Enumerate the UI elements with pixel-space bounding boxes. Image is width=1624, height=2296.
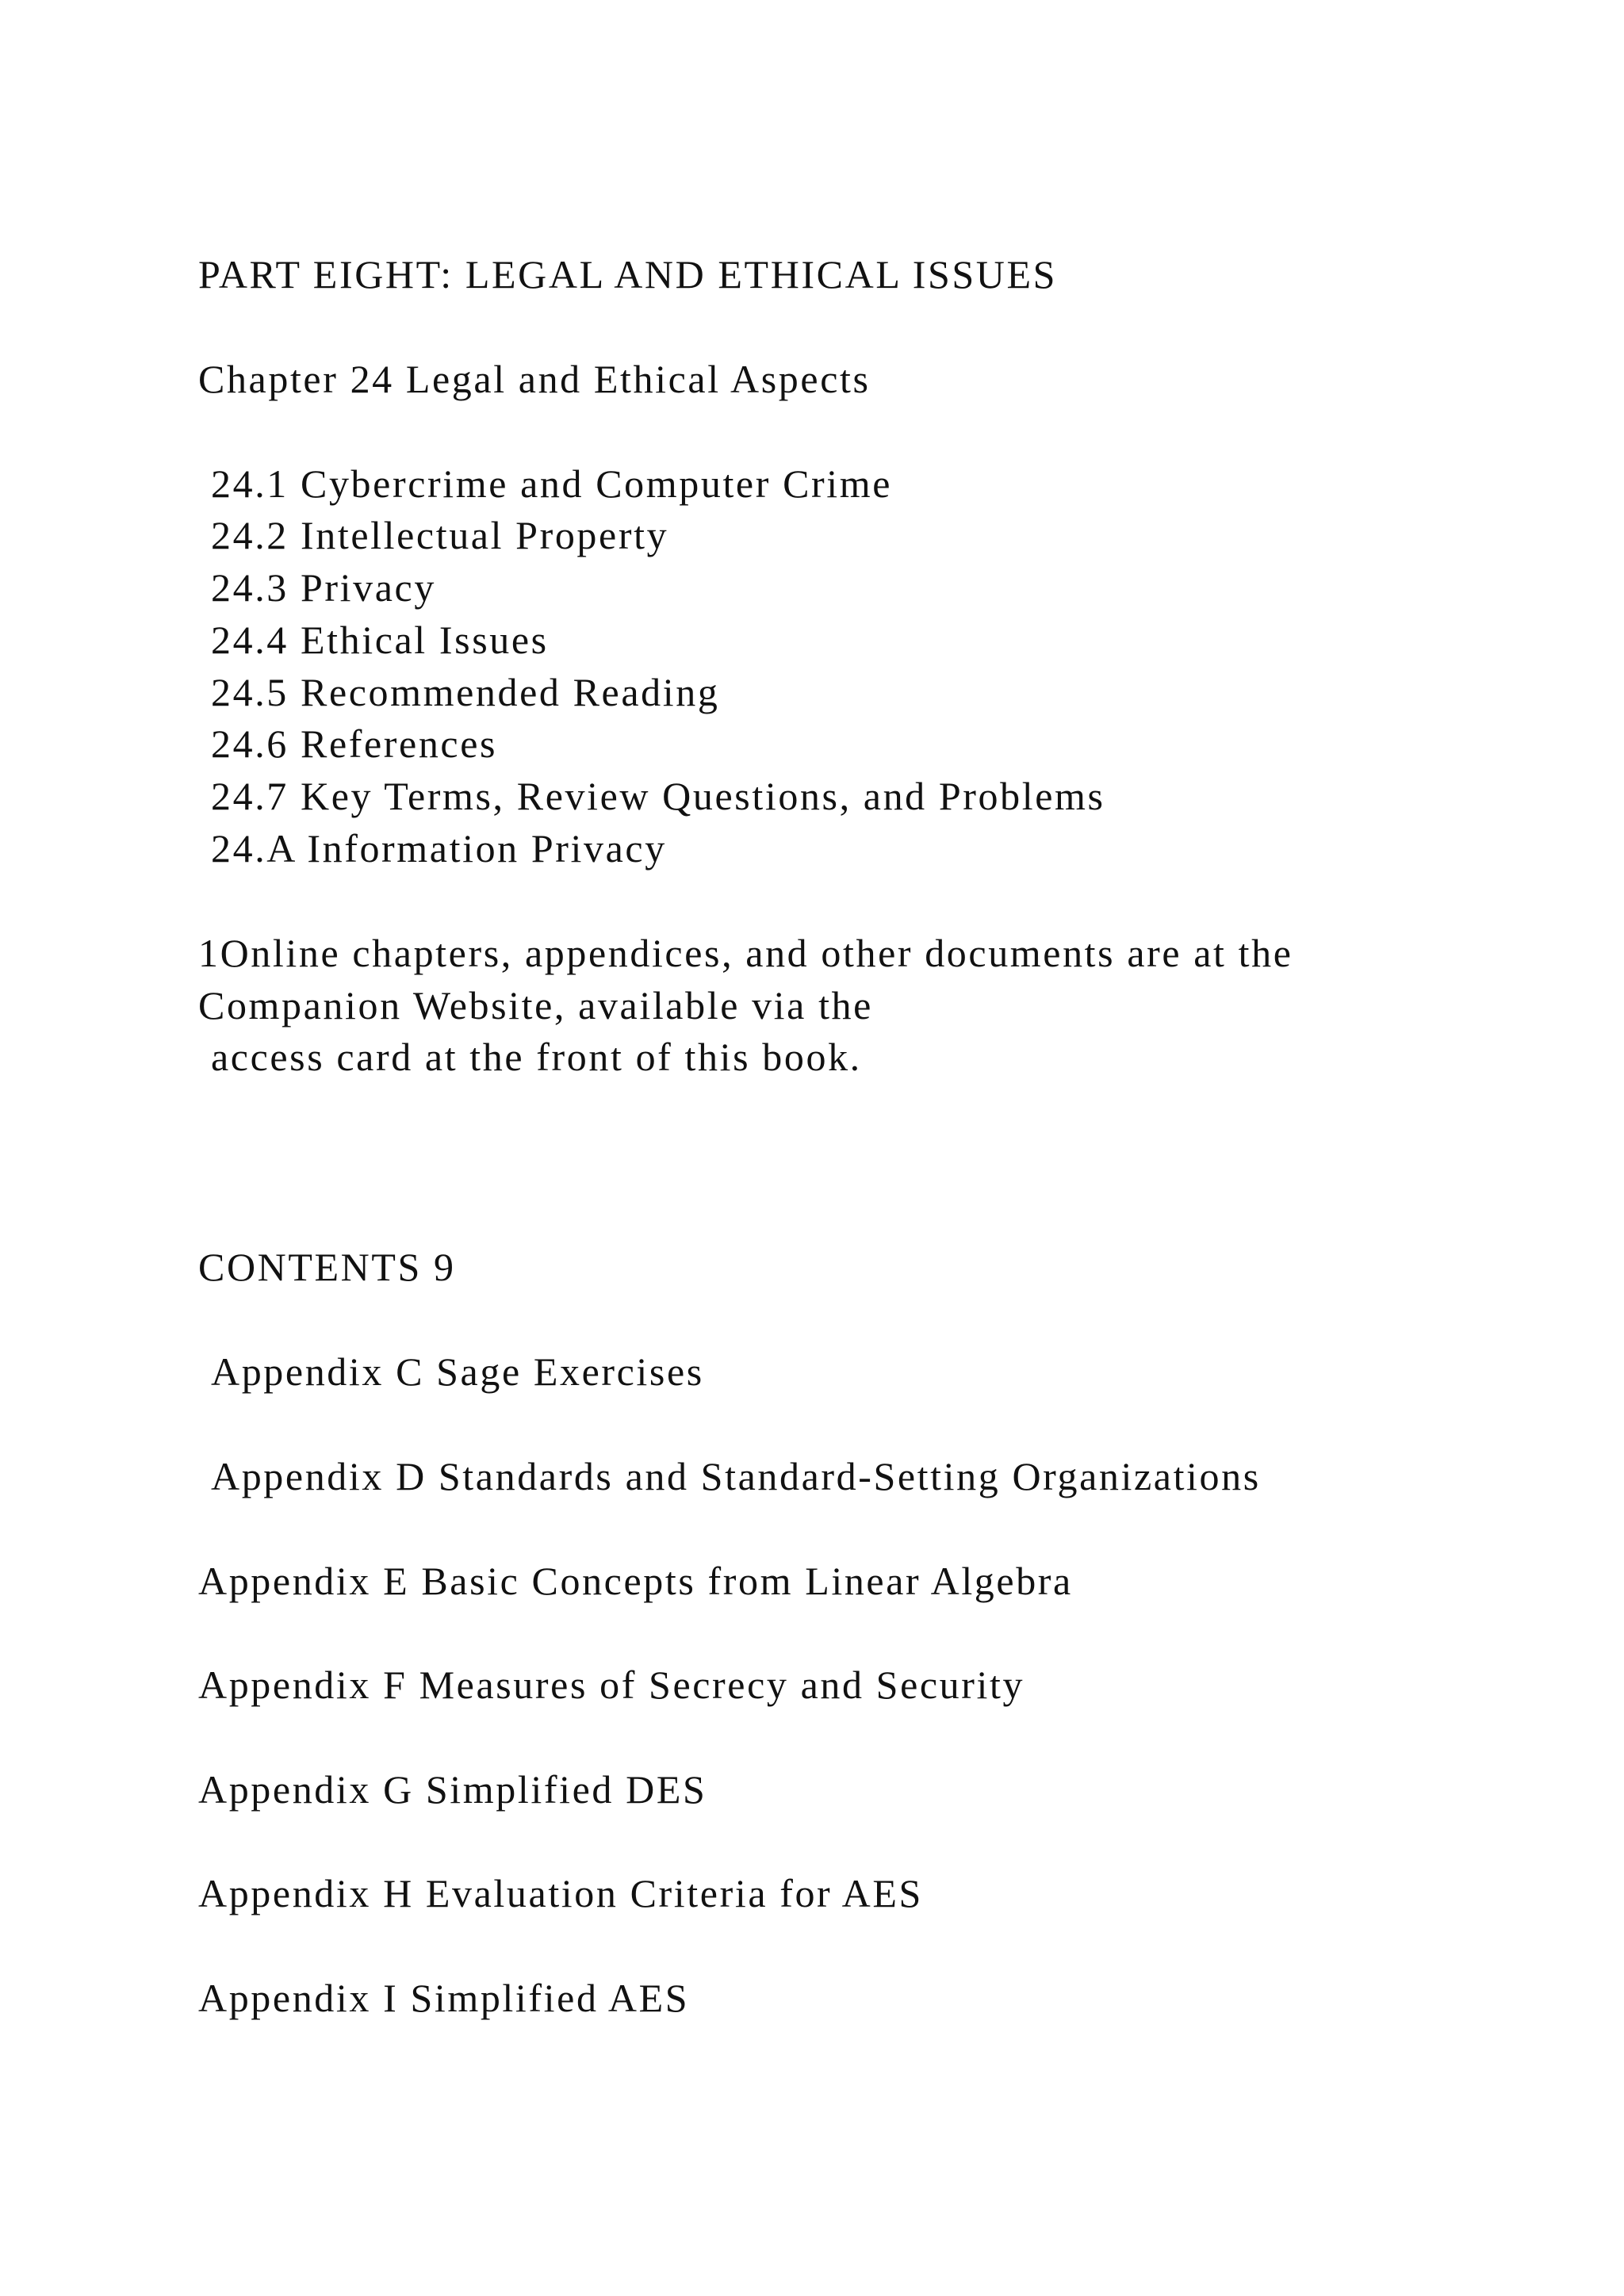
appendix-item: Appendix E Basic Concepts from Linear Algebra (198, 1559, 1073, 1603)
appendix-item: Appendix C Sage Exercises (211, 1349, 704, 1394)
section-item: 24.A Information Privacy (211, 826, 667, 871)
section-item: 24.5 Recommended Reading (211, 670, 720, 714)
contents-header: CONTENTS 9 (198, 1245, 456, 1289)
footnote-line: 1Online chapters, appendices, and other documents are at the (198, 931, 1293, 975)
appendix-item: Appendix D Standards and Standard-Setting Organizations (211, 1454, 1261, 1498)
section-item: 24.4 Ethical Issues (211, 618, 549, 662)
appendix-item: Appendix I Simplified AES (198, 1976, 690, 2020)
section-item: 24.6 References (211, 721, 498, 766)
footnote-line: Companion Website, available via the (198, 983, 873, 1027)
section-item: 24.3 Privacy (211, 565, 436, 610)
section-item: 24.7 Key Terms, Review Questions, and Problems (211, 774, 1105, 818)
section-item: 24.1 Cybercrime and Computer Crime (211, 461, 893, 506)
part-heading: PART EIGHT: LEGAL AND ETHICAL ISSUES (198, 252, 1058, 297)
footnote-line: access card at the front of this book. (211, 1035, 862, 1079)
section-item: 24.2 Intellectual Property (211, 513, 669, 557)
appendix-item: Appendix H Evaluation Criteria for AES (198, 1871, 923, 1915)
chapter-title: Chapter 24 Legal and Ethical Aspects (198, 357, 871, 401)
appendix-item: Appendix G Simplified DES (198, 1767, 707, 1812)
appendix-item: Appendix F Measures of Secrecy and Security (198, 1663, 1025, 1707)
